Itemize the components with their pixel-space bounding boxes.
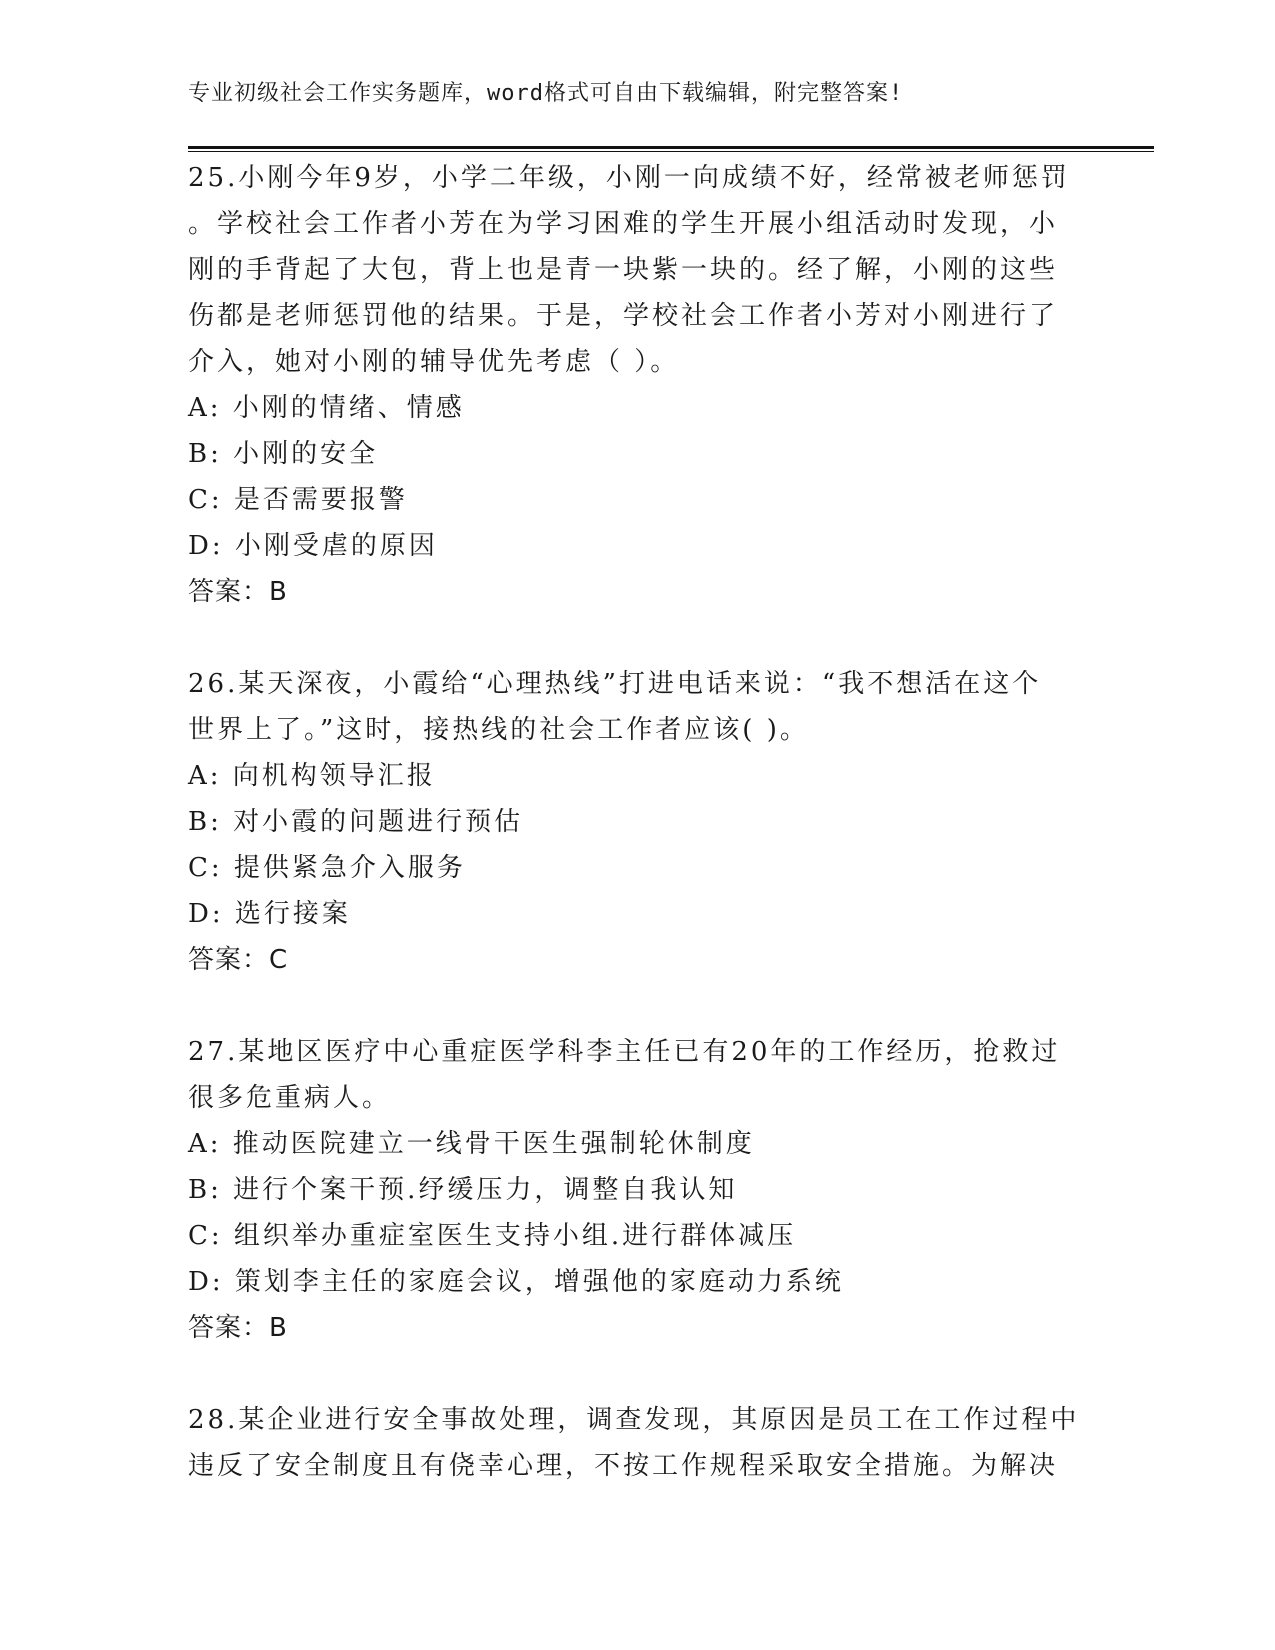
question-stem-line: 26.某天深夜，小霞给“心理热线”打进电话来说：“我不想活在这个	[188, 669, 1042, 699]
option-c: C: 是否需要报警	[188, 485, 408, 515]
question-stem-line: 伤都是老师惩罚他的结果。于是，学校社会工作者小芳对小刚进行了	[188, 301, 1059, 331]
answer-line: 答案：C	[188, 945, 289, 975]
option-b: B: 进行个案干预.纾缓压力，调整自我认知	[188, 1175, 738, 1205]
question-stem-line: 很多危重病人。	[188, 1083, 392, 1113]
spacer	[188, 1351, 1088, 1397]
question-stem-line: 28.某企业进行安全事故处理，调查发现，其原因是员工在工作过程中	[188, 1405, 1080, 1435]
question-stem-line: 违反了安全制度且有侥幸心理，不按工作规程采取安全措施。为解决	[188, 1451, 1059, 1481]
spacer	[188, 983, 1088, 1029]
question-stem-line: 27.某地区医疗中心重症医学科李主任已有20年的工作经历，抢救过	[188, 1037, 1061, 1067]
header-divider	[188, 146, 1154, 152]
option-c: C: 组织举办重症室医生支持小组.进行群体减压	[188, 1221, 797, 1251]
question-stem-line: 。学校社会工作者小芳在为学习困难的学生开展小组活动时发现，小	[188, 209, 1059, 239]
option-d: D: 小刚受虐的原因	[188, 531, 438, 561]
question-list	[188, 155, 1088, 1489]
option-a: A: 推动医院建立一线骨干医生强制轮休制度	[188, 1129, 755, 1159]
question-25	[188, 155, 1088, 615]
option-b: B: 小刚的安全	[188, 439, 379, 469]
option-a: A: 小刚的情绪、情感	[188, 393, 465, 423]
option-c: C: 提供紧急介入服务	[188, 853, 466, 883]
answer-line: 答案：B	[188, 1313, 288, 1343]
question-stem-line: 介入，她对小刚的辅导优先考虑（ ）。	[188, 347, 680, 377]
question-27	[188, 1029, 1088, 1351]
page-header: 专业初级社会工作实务题库，word格式可自由下载编辑，附完整答案!	[188, 81, 904, 106]
spacer	[188, 615, 1088, 661]
question-stem-line: 25.小刚今年9岁，小学二年级，小刚一向成绩不好，经常被老师惩罚	[188, 163, 1070, 193]
option-d: D: 选行接案	[188, 899, 351, 929]
question-stem-line: 世界上了。”这时，接热线的社会工作者应该( )。	[188, 715, 809, 745]
option-b: B: 对小霞的问题进行预估	[188, 807, 524, 837]
option-d: D: 策划李主任的家庭会议，增强他的家庭动力系统	[188, 1267, 844, 1297]
question-26	[188, 661, 1088, 983]
question-stem-line: 刚的手背起了大包，背上也是青一块紫一块的。经了解，小刚的这些	[188, 255, 1059, 285]
question-28	[188, 1397, 1088, 1489]
answer-line: 答案：B	[188, 577, 288, 607]
option-a: A: 向机构领导汇报	[188, 761, 436, 791]
